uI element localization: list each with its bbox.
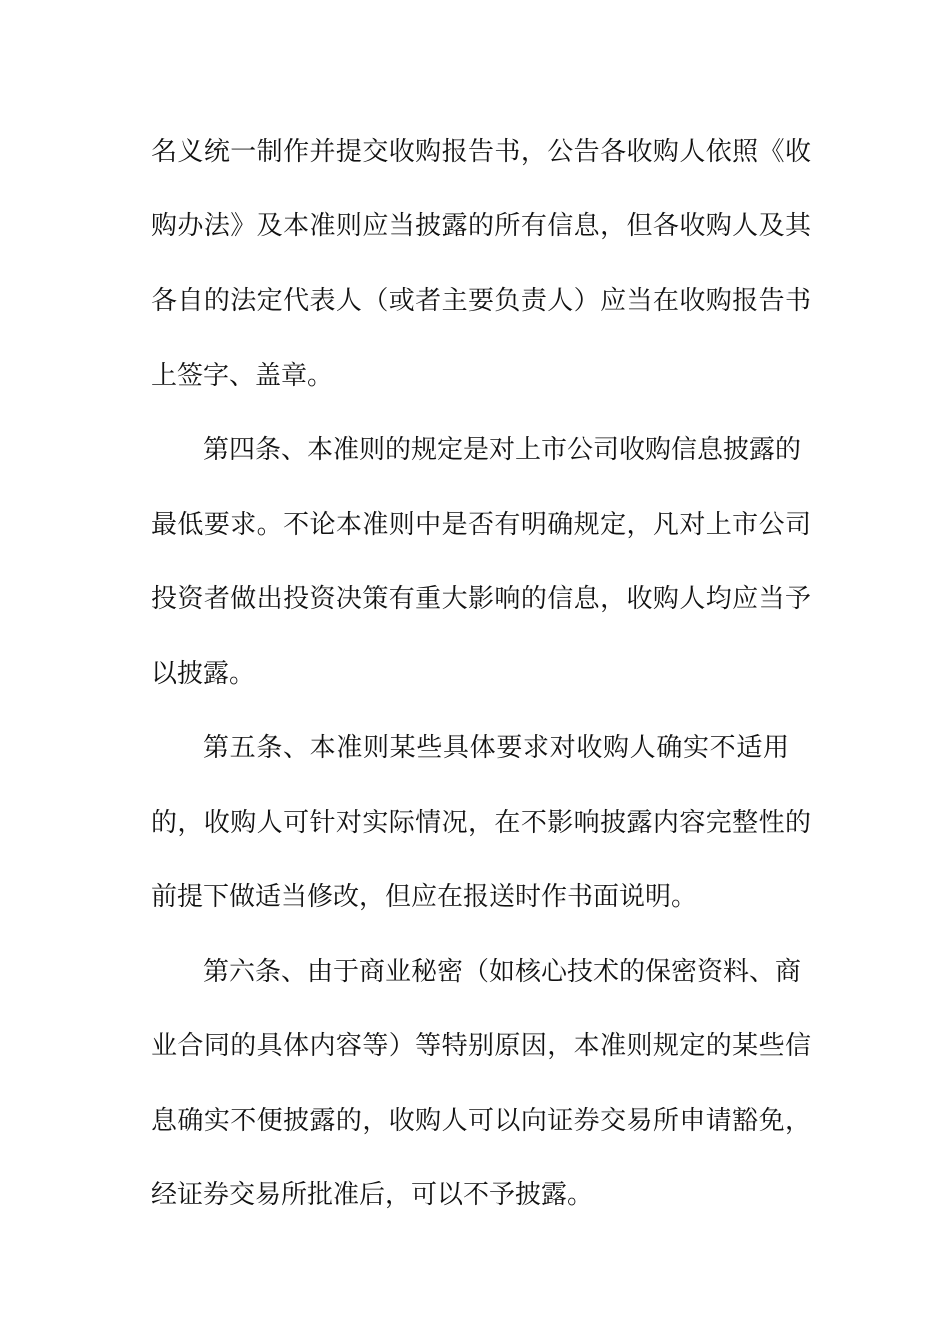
text-line: 经证券交易所批准后，可以不予披露。 (151, 1180, 594, 1210)
article-5-first-line: 第五条、本准则某些具体要求对收购人确实不适用 (203, 733, 789, 763)
article-6-first-line: 第六条、由于商业秘密（如核心技术的保密资料、商 (203, 957, 802, 987)
text-line: 名义统一制作并提交收购报告书，公告各收购人依照《收 (151, 137, 811, 167)
text-line: 购办法》及本准则应当披露的所有信息，但各收购人及其 (151, 211, 811, 241)
text-line: 息确实不便披露的，收购人可以向证券交易所申请豁免， (151, 1106, 811, 1136)
article-4-first-line: 第四条、本准则的规定是对上市公司收购信息披露的 (203, 435, 802, 465)
text-line: 最低要求。不论本准则中是否有明确规定，凡对上市公司 (151, 510, 811, 540)
text-line: 投资者做出投资决策有重大影响的信息，收购人均应当予 (151, 584, 811, 614)
text-line: 上签字、盖章。 (151, 361, 334, 391)
text-line: 前提下做适当修改，但应在报送时作书面说明。 (151, 882, 698, 912)
text-line: 以披露。 (151, 659, 256, 689)
text-line: 的，收购人可针对实际情况，在不影响披露内容完整性的 (151, 808, 811, 838)
text-line: 各自的法定代表人（或者主要负责人）应当在收购报告书 (151, 286, 811, 316)
text-line: 业合同的具体内容等）等特别原因，本准则规定的某些信 (151, 1031, 811, 1061)
